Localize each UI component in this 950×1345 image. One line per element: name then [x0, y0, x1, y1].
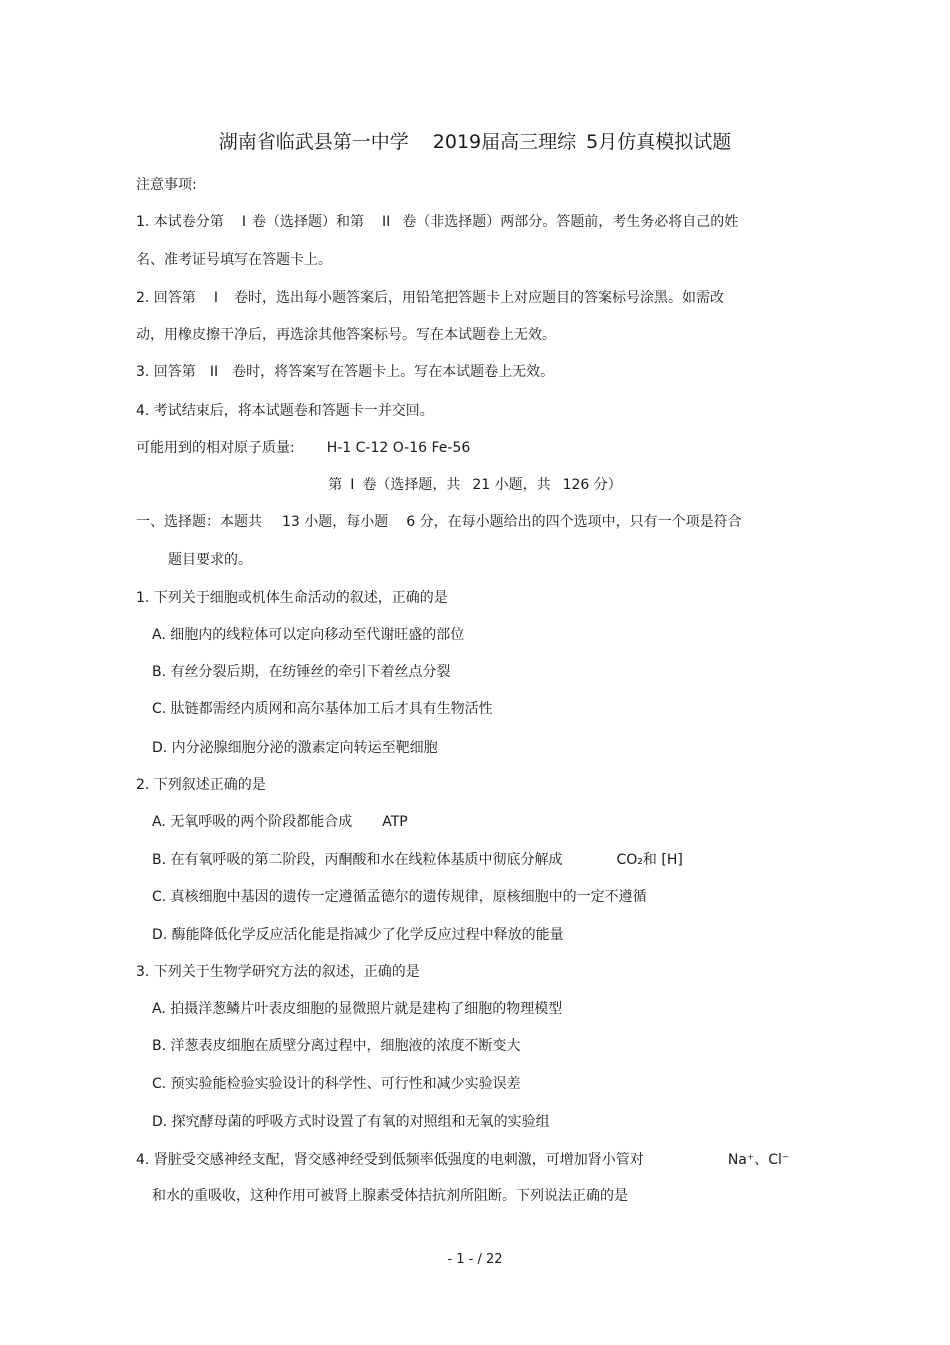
question-1-option-d: D. 内分泌腺细胞分泌的激素定向转运至靶细胞 — [152, 740, 438, 756]
question-3-option-a: A. 拍摄洋葱鳞片叶表皮细胞的显微照片就是建构了细胞的物理模型 — [152, 1001, 563, 1017]
section-header: 第 I 卷（选择题，共 21 小题，共 126 分） — [328, 477, 622, 493]
notice-item-4: 4. 考试结束后，将本试题卷和答题卡一并交回。 — [136, 403, 434, 419]
question-1-option-c: C. 肽链都需经内质网和高尔基体加工后才具有生物活性 — [152, 701, 493, 717]
page-title — [0, 130, 950, 154]
question-3-option-d: D. 探究酵母菌的呼吸方式时设置了有氧的对照组和无氧的实验组 — [152, 1114, 550, 1130]
page-number: - 1 - / 22 — [447, 1252, 503, 1267]
question-3-option-c: C. 预实验能检验实验设计的科学性、可行性和减少实验误差 — [152, 1076, 521, 1092]
question-4-stem: 4. 肾脏受交感神经支配，肾交感神经受到低频率低强度的电刺激，可增加肾小管对 Na⁺、Cl⁻ — [136, 1152, 790, 1168]
question-2-option-d: D. 酶能降低化学反应活化能是指减少了化学反应过程中释放的能量 — [152, 927, 564, 943]
notice-item-2: 2. 回答第 I 卷时，选出每小题答案后，用铅笔把答题卡上对应题目的答案标号涂黑。如需改 — [136, 290, 724, 306]
question-2-stem: 2. 下列叙述正确的是 — [136, 777, 266, 793]
atomic-masses: 可能用到的相对原子质量: H-1 C-12 O-16 Fe-56 — [136, 440, 471, 456]
notice-item-1-cont: 名、准考证号填写在答题卡上。 — [136, 252, 332, 268]
question-3-option-b: B. 洋葱表皮细胞在质壁分离过程中，细胞液的浓度不断变大 — [152, 1038, 521, 1054]
title-subject: 5月仿真模拟试题 — [586, 131, 732, 153]
question-1-stem: 1. 下列关于细胞或机体生命活动的叙述，正确的是 — [136, 590, 448, 606]
question-4-stem-cont: 和水的重吸收，这种作用可被肾上腺素受体拮抗剂所阻断。下列说法正确的是 — [152, 1188, 628, 1204]
notice-item-2-cont: 动，用橡皮擦干净后，再选涂其他答案标号。写在本试题卷上无效。 — [136, 327, 556, 343]
question-1-option-b: B. 有丝分裂后期，在纺锤丝的牵引下着丝点分裂 — [152, 664, 451, 680]
notice-item-1: 1. 本试卷分第 I 卷（选择题）和第 II 卷（非选择题）两部分。答题前，考生务必将自己的姓 — [136, 214, 739, 230]
title-year: 2019届高三理综 — [432, 131, 577, 153]
question-2-option-a: A. 无氧呼吸的两个阶段都能合成 ATP — [152, 814, 408, 830]
section-intro-cont: 题目要求的。 — [168, 552, 252, 568]
question-2-option-b: B. 在有氧呼吸的第二阶段，丙酮酸和水在线粒体基质中彻底分解成 CO₂和 [H] — [152, 852, 683, 868]
notice-item-3: 3. 回答第 II 卷时，将答案写在答题卡上。写在本试题卷上无效。 — [136, 364, 555, 380]
question-1-option-a: A. 细胞内的线粒体可以定向移动至代谢旺盛的部位 — [152, 627, 465, 643]
ion-symbols: Na⁺、Cl⁻ — [727, 1152, 790, 1168]
question-2-option-c: C. 真核细胞中基因的遗传一定遵循孟德尔的遗传规律，原核细胞中的一定不遵循 — [152, 889, 647, 905]
question-3-stem: 3. 下列关于生物学研究方法的叙述，正确的是 — [136, 964, 420, 980]
notice-heading: 注意事项: — [136, 177, 197, 193]
title-school: 湖南省临武县第一中学 — [218, 131, 409, 153]
section-intro: 一、选择题：本题共 13 小题，每小题 6 分，在每小题给出的四个选项中，只有一个项是符合 — [136, 514, 742, 530]
